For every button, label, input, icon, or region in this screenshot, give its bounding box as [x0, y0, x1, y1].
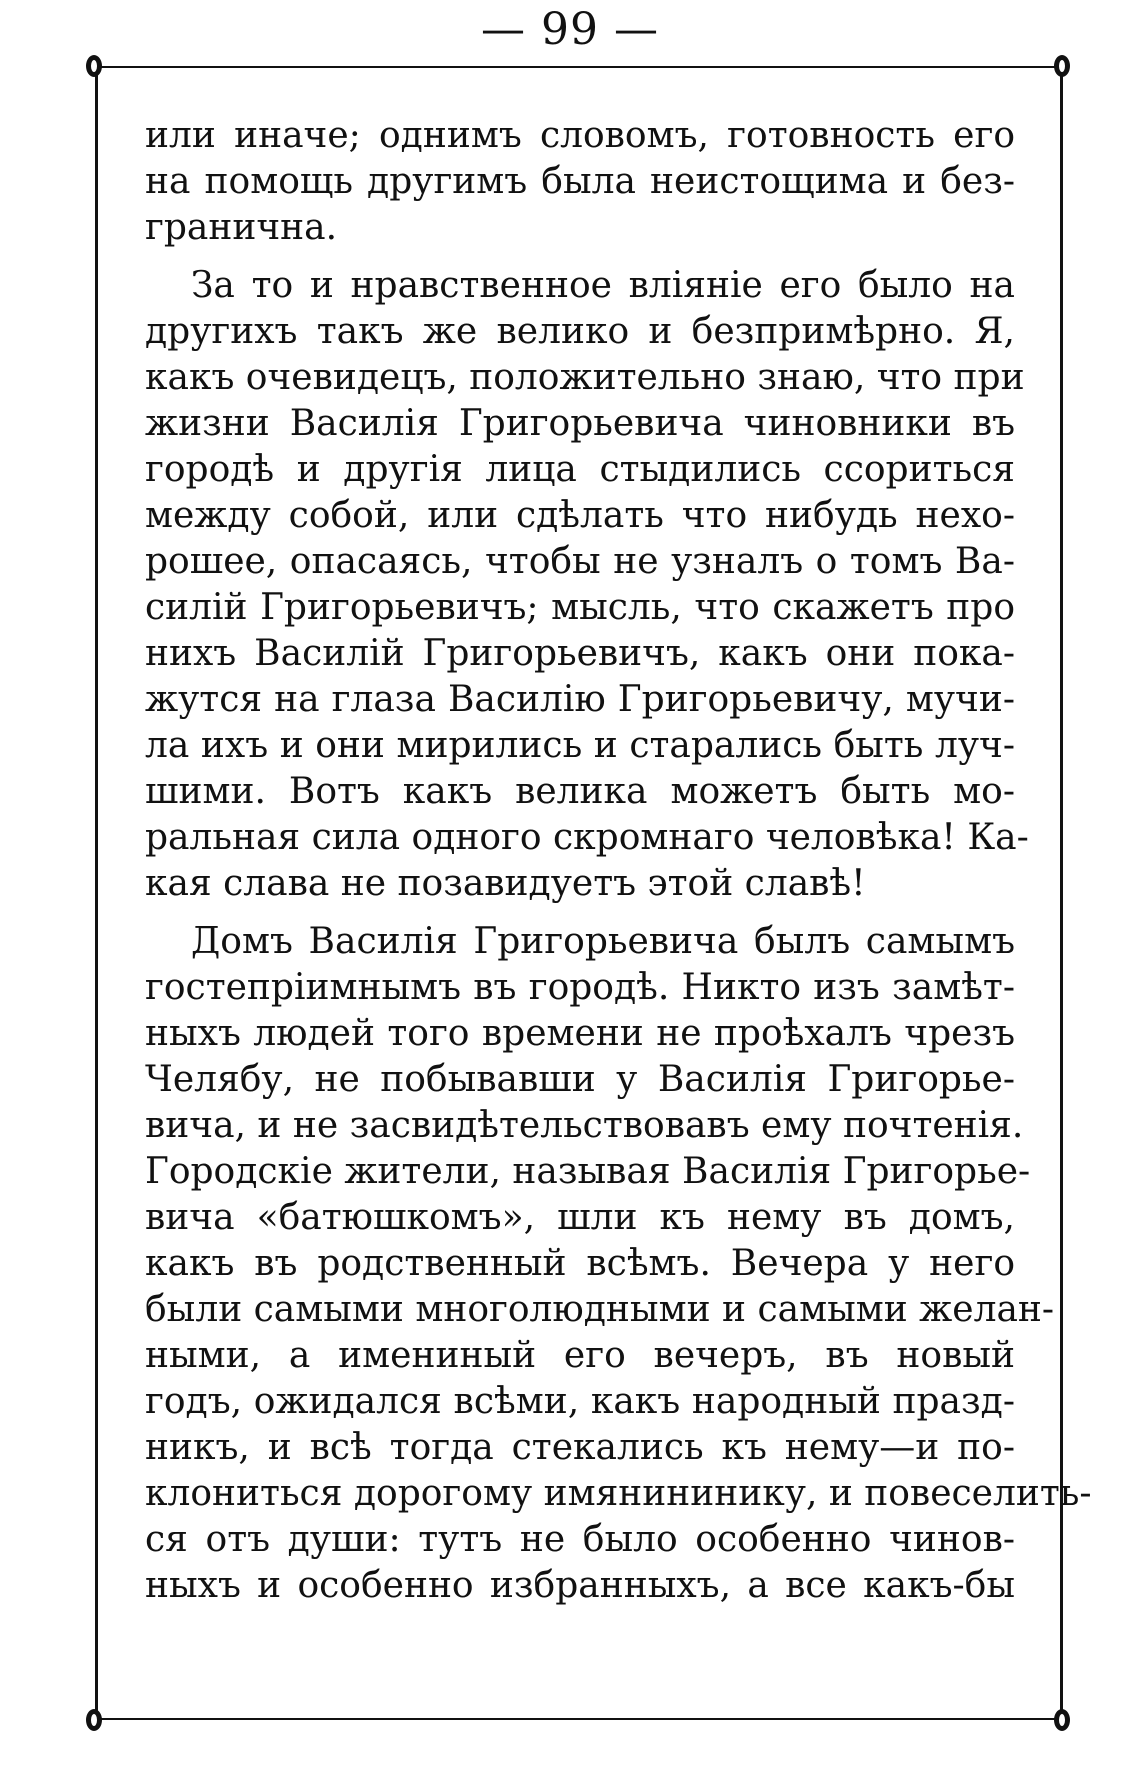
paragraph	[145, 919, 1092, 1609]
text-line: на помощь другимъ была неистощима и без-	[145, 161, 1015, 202]
text-line: силiй Григорьевичъ; мысль, что скажетъ про	[145, 587, 1015, 628]
text-line: шими. Вотъ какъ велика можетъ быть мо-	[145, 771, 1015, 812]
text-line: или иначе; однимъ словомъ, готовность его	[145, 115, 1015, 156]
text-line: никъ, и всѣ тогда стекались къ нему—и по-	[145, 1427, 1015, 1468]
text-line: рошее, опасаясь, чтобы не узналъ о томъ Ва-	[145, 541, 1015, 582]
text-line: ральная сила одного скромнаго человѣка! Ка-	[145, 817, 1029, 858]
text-line: годъ, ожидался всѣми, какъ народный празд-	[145, 1381, 1015, 1422]
paragraph	[145, 263, 1029, 907]
text-line: между собой, или сдѣлать что нибудь нехо-	[145, 495, 1015, 536]
text-line: какъ очевидецъ, положительно знаю, что при	[145, 357, 1025, 398]
text-line: жизни Василiя Григорьевича чиновники въ	[145, 403, 1015, 444]
text-line: Домъ Василiя Григорьевича былъ самымъ	[191, 921, 1015, 962]
text-line: ными, а имениный его вечеръ, въ новый	[145, 1335, 1015, 1376]
text-line: были самыми многолюдными и самыми желан-	[145, 1289, 1055, 1330]
text-line: ныхъ людей того времени не проѣхалъ чрезъ	[145, 1013, 1015, 1054]
text-line: жутся на глаза Василiю Григорьевичу, мучи-	[145, 679, 1015, 720]
text-line: нихъ Василiй Григорьевичъ, какъ они пока-	[145, 633, 1015, 674]
text-line: За то и нравственное влiянiе его было на	[191, 265, 1015, 306]
text-line: городѣ и другiя лица стыдились ссориться	[145, 449, 1015, 490]
text-line: какъ въ родственный всѣмъ. Вечера у него	[145, 1243, 1015, 1284]
text-line: кая слава не позавидуетъ этой славѣ!	[145, 863, 866, 904]
text-line: гостепрiимнымъ въ городѣ. Никто изъ замѣт-	[145, 967, 1015, 1008]
text-line: клониться дорогому имянининику, и повеселить-	[145, 1473, 1092, 1514]
corner-ornament-top-left	[86, 55, 102, 77]
text-line: Челябу, не побывавши у Василiя Григорье-	[145, 1059, 1015, 1100]
corner-ornament-bottom-left	[86, 1709, 102, 1731]
text-line: ся отъ души: тутъ не было особенно чинов-	[145, 1519, 1015, 1560]
text-line: вича «батюшкомъ», шли къ нему въ домъ,	[145, 1197, 1015, 1238]
corner-ornament-top-right	[1054, 55, 1070, 77]
text-line: гранична.	[145, 207, 338, 248]
text-line: Городскiе жители, называя Василiя Григорье-	[145, 1151, 1031, 1192]
corner-ornament-bottom-right	[1054, 1709, 1070, 1731]
body-text	[145, 113, 1092, 1609]
text-line: ныхъ и особенно избранныхъ, а все какъ-бы	[145, 1565, 1015, 1606]
page-number: — 99 —	[481, 4, 659, 55]
paragraph	[145, 113, 1015, 251]
text-line: ла ихъ и они мирились и старались быть луч-	[145, 725, 1015, 766]
text-line: вича, и не засвидѣтельствовавъ ему почтенiя.	[145, 1105, 1024, 1146]
text-line: другихъ такъ же велико и безпримѣрно. Я,	[145, 311, 1015, 352]
